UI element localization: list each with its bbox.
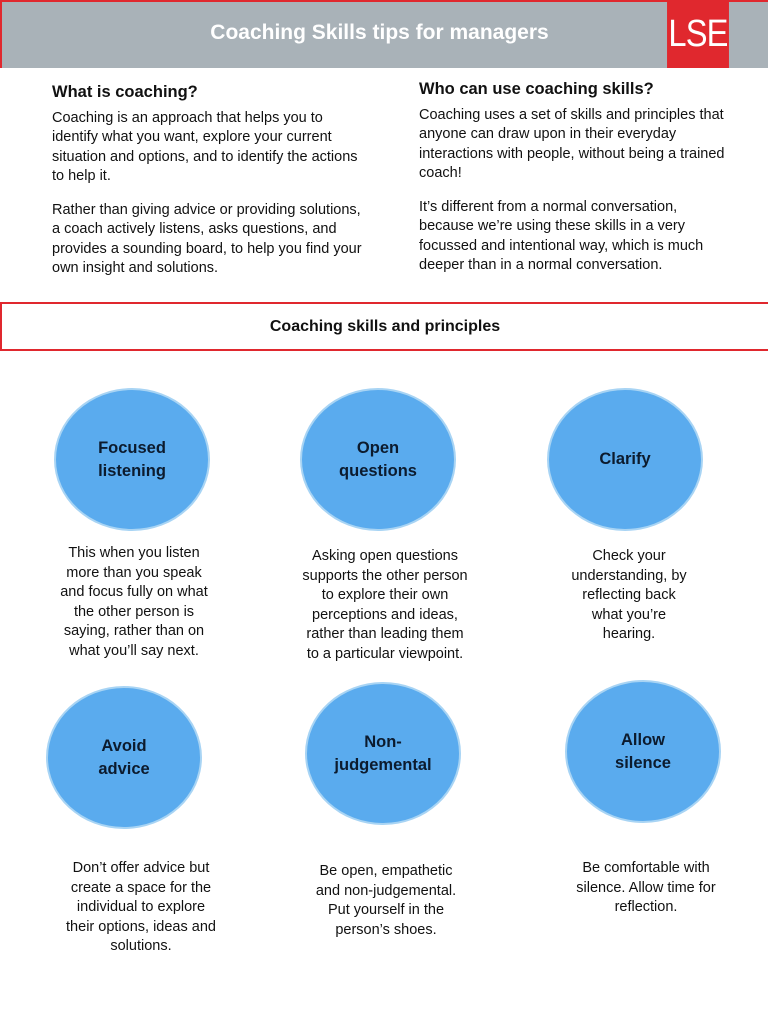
skill-circle-allow-silence: Allow silence — [565, 680, 721, 823]
skill-circle-non-judgemental: Non- judgemental — [305, 682, 461, 825]
skill-circle-avoid-advice: Avoid advice — [46, 686, 202, 829]
skill-description: This when you listen more than you speak and focus fully on what the other person is saying, rather than on what you’ll say next. — [60, 545, 208, 659]
skill-description: Asking open questions supports the other person to explore their own perceptions and ideas, rather than leading them to a particular viewpoint. — [302, 548, 468, 662]
who-can-use-heading: Who can use coaching skills? — [419, 80, 654, 98]
header-banner — [0, 0, 768, 68]
paragraph: Coaching uses a set of skills and principles that anyone can draw upon in their everyday interactions with people, without being a trained coach! — [419, 106, 725, 181]
skill-circle-clarify: Clarify — [547, 388, 703, 531]
skill-circle-focused-listening: Focused listening — [54, 388, 210, 531]
paragraph: Coaching is an approach that helps you to identify what you want, explore your current situation and options, and to identify the actions to help it. — [52, 109, 358, 184]
section-heading-bar: Coaching skills and principles — [0, 302, 768, 351]
skill-description: Be comfortable with silence. Allow time for reflection. — [576, 860, 716, 915]
skill-description: Check your understanding, by reflecting back what you’re hearing. — [571, 548, 687, 642]
paragraph: It’s different from a normal conversation, because we’re using these skills in a very focussed and intentional way, which is much deeper than in a normal conversation. — [419, 198, 704, 273]
paragraph: Rather than giving advice or providing solutions, a coach actively listens, asks questions, and provides a sounding board, to help you find your own insight and solutions. — [52, 201, 362, 276]
skill-circle-open-questions: Open questions — [300, 388, 456, 531]
lse-logo: LSE — [667, 0, 729, 68]
page-title: Coaching Skills tips for managers — [210, 21, 549, 44]
who-can-use-section — [419, 80, 731, 290]
skill-description: Don’t offer advice but create a space for the individual to explore their options, ideas and solutions. — [66, 860, 216, 954]
what-is-coaching-heading: What is coaching? — [52, 83, 198, 101]
what-is-coaching-section — [52, 83, 364, 293]
skill-description: Be open, empathetic and non-judgemental. Put yourself in the person’s shoes. — [315, 863, 457, 938]
